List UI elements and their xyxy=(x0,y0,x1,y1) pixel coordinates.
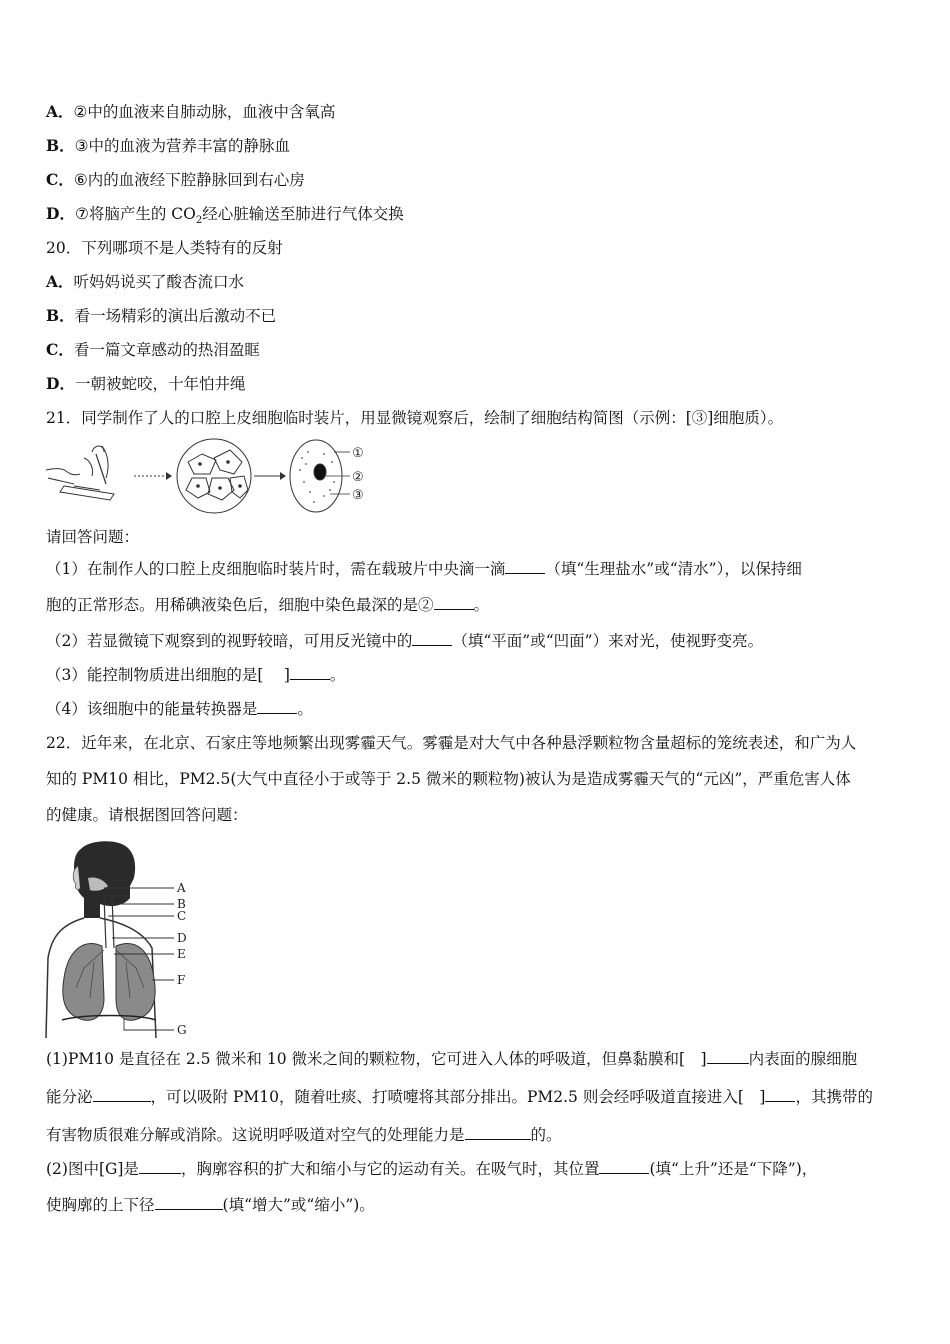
answer-blank[interactable] xyxy=(465,1125,531,1140)
q22-stem-line2: 知的 PM10 相比，PM2.5(大气中直径小于或等于 2.5 微米的颗粒物)被认为是造成雾霾天气的“元凶”，严重危害人体 xyxy=(46,770,851,788)
answer-blank[interactable] xyxy=(765,1087,795,1102)
q19-option-c: C．⑥内的血液经下腔静脉回到右心房 xyxy=(46,170,305,189)
q22-sub2-line1: (2)图中[G]是 ，胸廓容积的扩大和缩小与它的运动有关。在吸气时，其位置 (填“上升”还是“下降”)， xyxy=(46,1160,818,1178)
q21-sub1-line2: 胞的正常形态。用稀碘液染色后，细胞中染色最深的是② 。 xyxy=(46,596,490,614)
answer-blank[interactable] xyxy=(505,559,545,574)
q22-stem-line1: 22．近年来，在北京、石家庄等地频繁出现雾霾天气。雾霾是对大气中各种悬浮颗粒物含量超标的笼统表述，和广为人 xyxy=(46,734,857,752)
q19-option-d: D．⑦将脑产生的 $CO_2$经心脏输送至肺进行气体交换 xyxy=(46,204,404,227)
q21-sub3: （3）能控制物质进出细胞的是[ ] 。 xyxy=(46,666,346,684)
solid-arrow xyxy=(254,472,286,480)
resp-label-e: E xyxy=(177,947,186,961)
answer-blank[interactable] xyxy=(707,1049,749,1064)
answer-blank[interactable] xyxy=(257,699,297,714)
cell-label-2: ② xyxy=(352,470,364,485)
microscope-field-drawing xyxy=(177,439,251,513)
q22-sub2-line2: 使胸廓的上下径 (填“增大”或“缩小”)。 xyxy=(46,1196,375,1214)
q21-sub2: （2）若显微镜下观察到的视野较暗，可用反光镜中的 （填“平面”或“凹面”）来对光，使视野变亮。 xyxy=(46,632,764,650)
answer-blank[interactable] xyxy=(434,595,474,610)
q22-sub1-line1: (1)PM10 是直径在 2.5 微米和 10 微米之间的颗粒物，它可进入人体的呼吸道，但鼻黏膜和[ ] 内表面的腺细胞 xyxy=(46,1050,858,1068)
q22-sub1-line2: 能分泌 ，可以吸附 PM10，随着吐痰、打喷嚏将其部分排出。PM2.5 则会经呼吸道直接进入[ ] ，其携带的 xyxy=(46,1088,873,1106)
answer-blank[interactable] xyxy=(93,1087,151,1102)
answer-blank[interactable] xyxy=(139,1159,181,1174)
slide-preparation-drawing xyxy=(46,446,114,500)
q22-sub1-line3: 有害物质很难分解或消除。这说明呼吸道对空气的处理能力是 的。 xyxy=(46,1126,562,1144)
cell-diagram xyxy=(290,440,350,512)
q21-sub1-line1: （1）在制作人的口腔上皮细胞临时装片时，需在载玻片中央滴一滴 （填“生理盐水”或“清水”），以保持细 xyxy=(46,560,802,578)
cell-label-3: ③ xyxy=(352,488,364,503)
dotted-arrow xyxy=(134,472,172,480)
q20-option-b: B．看一场精彩的演出后激动不已 xyxy=(46,306,277,325)
q19-option-a: A．②中的血液来自肺动脉，血液中含氧高 xyxy=(46,102,336,121)
resp-label-c: C xyxy=(177,909,187,923)
q20-option-a: A．听妈妈说买了酸杏流口水 xyxy=(46,272,245,291)
resp-label-a: A xyxy=(177,881,186,895)
answer-blank[interactable] xyxy=(412,631,452,646)
q21-prompt: 请回答问题： xyxy=(46,528,140,546)
q19-option-b: B．③中的血液为营养丰富的静脉血 xyxy=(46,136,291,155)
resp-label-f: F xyxy=(177,973,186,987)
cell-label-1: ① xyxy=(352,446,364,461)
respiratory-system-figure xyxy=(44,838,194,1038)
answer-blank[interactable] xyxy=(155,1195,223,1210)
q21-cell-figure xyxy=(44,438,384,518)
q20-option-d: D．一朝被蛇咬，十年怕井绳 xyxy=(46,374,246,393)
q20-option-c: C．看一篇文章感动的热泪盈眶 xyxy=(46,340,260,359)
q21-stem: 21．同学制作了人的口腔上皮细胞临时装片，用显微镜观察后，绘制了细胞结构简图（示例：[③]细胞质）。 xyxy=(46,409,784,427)
q21-sub4: （4）该细胞中的能量转换器是 。 xyxy=(46,700,313,718)
q22-stem-line3: 的健康。请根据图回答问题： xyxy=(46,806,248,824)
resp-label-d: D xyxy=(177,931,187,945)
q20-stem: 20．下列哪项不是人类特有的反射 xyxy=(46,239,283,257)
answer-blank[interactable] xyxy=(599,1159,649,1174)
resp-label-g: G xyxy=(177,1023,187,1037)
resp-label-b: B xyxy=(177,897,186,911)
answer-blank[interactable] xyxy=(290,665,330,680)
